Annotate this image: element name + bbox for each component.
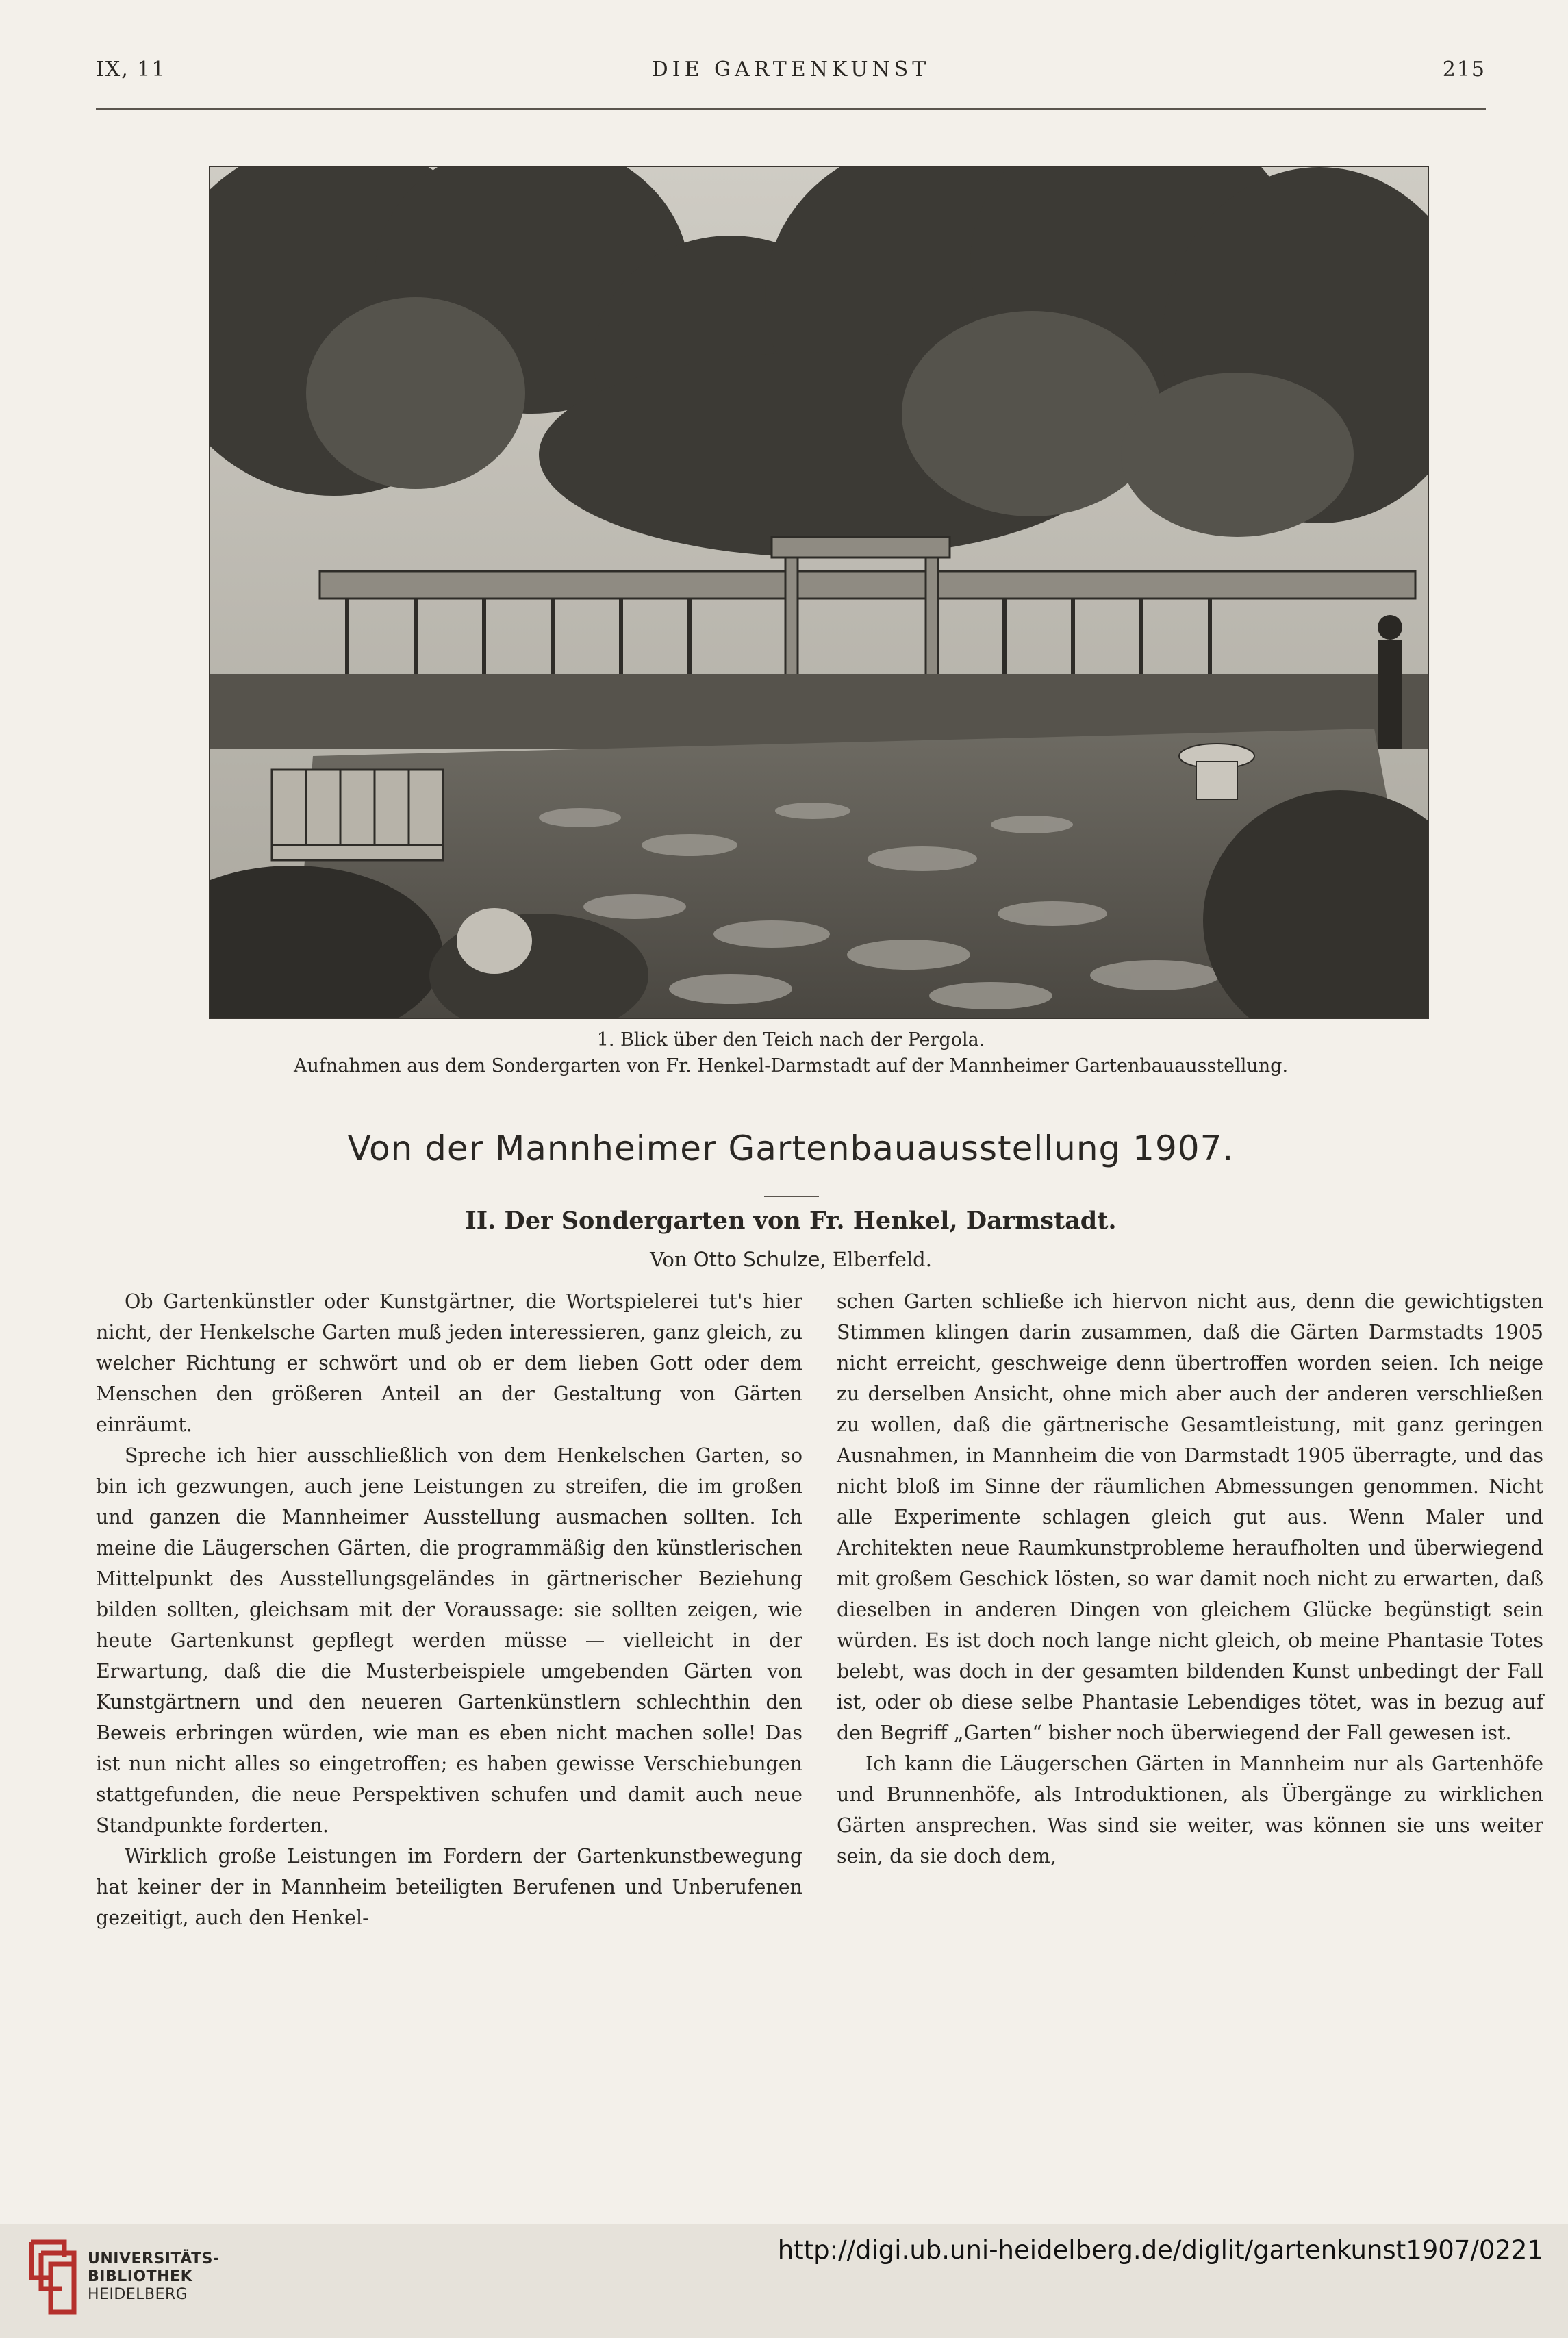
paragraph: Spreche ich hier ausschließlich von dem Henkelschen Garten, so bin ich gezwungen, auch jene Leistungen zu streifen, die im großen und ganzen die Mannheimer Ausstellung ausmachen sollten. Ich meine die Läugerschen Gärten, die programmäßig den künstlerischen Mittelpunkt des Ausstellungsgeländes in gärtnerischer Beziehung bilden sollten, gleichsam mit der Voraussage: sie sollten zeigen, wie heute Gartenkunst gepflegt werden müsse — vielleicht in der Erwartung, daß die die Musterbeispiele umgebenden Gärten von Kunstgärtnern und den neueren Gartenkünstlern schlechthin den Beweis erbringen würden, wie man es eben nicht machen solle! Das ist nun nicht alles so eingetroffen; es haben gewisse Verschiebungen stattgefunden, die neue Perspektiven schufen und damit auch neue Standpunkte forderten. <box>96 1444 802 1837</box>
byline-prefix: Von <box>650 1248 687 1271</box>
title-rule <box>764 1196 819 1197</box>
text-column-left <box>96 1286 802 1933</box>
volume-issue: IX, 11 <box>96 58 166 81</box>
library-name-line-1: UNIVERSITÄTS- <box>88 2250 220 2267</box>
text-column-right <box>837 1286 1543 1872</box>
library-name-line-2: BIBLIOTHEK <box>88 2268 193 2285</box>
page-number: 215 <box>1442 58 1486 81</box>
journal-title: DIE GARTENKUNST <box>651 58 931 81</box>
source-url-link[interactable]: http://digi.ub.uni-heidelberg.de/diglit/gartenkunst1907/0221 <box>777 2235 1543 2265</box>
running-head <box>96 58 1486 92</box>
article-subtitle: II. Der Sondergarten von Fr. Henkel, Darmstadt. <box>465 1207 1117 1235</box>
header-rule <box>96 108 1486 110</box>
library-name <box>88 2250 220 2304</box>
paragraph: Ich kann die Läugerschen Gärten in Mannheim nur als Gartenhöfe und Brunnenhöfe, als Introduktionen, als Übergänge zu wirklichen Gärten ansprechen. Was sind sie weiter, was können sie uns weiter sein, da sie doch dem, <box>837 1752 1543 1868</box>
article-title: Von der Mannheimer Gartenbauausstellung 1907. <box>347 1129 1235 1168</box>
byline <box>96 1248 1486 1271</box>
library-name-line-3: HEIDELBERG <box>88 2286 188 2303</box>
photo-illustration <box>210 167 1428 1018</box>
figure-caption <box>96 1027 1486 1079</box>
byline-author: Otto Schulze <box>693 1248 820 1271</box>
paragraph: Wirklich große Leistungen im Fordern der Gartenkunstbewegung hat keiner der in Mannheim beteiligten Berufenen und Unberufenen gezeitigt, auch den Henkel- <box>96 1845 802 1929</box>
byline-place: , Elberfeld. <box>820 1248 932 1271</box>
caption-line-2: Aufnahmen aus dem Sondergarten von Fr. Henkel-Darmstadt auf der Mannheimer Gartenbauausstellung. <box>293 1055 1289 1077</box>
paragraph: schen Garten schließe ich hiervon nicht aus, denn die gewichtigsten Stimmen klingen darin zusammen, daß die Gärten Darmstadts 1905 nicht erreicht, geschweige denn übertroffen worden seien. Ich neige zu derselben Ansicht, ohne mich aber auch der anderen verschließen zu wollen, daß die gärtnerische Gesamtleistung, mit ganz geringen Ausnahmen, in Mannheim die von Darmstadt 1905 überragte, und das nicht bloß im Sinne der räumlichen Abmessungen genommen. Nicht alle Experimente schlagen gleich gut aus. Wenn Maler und Architekten neue Raumkunstprobleme heraufholten und überwiegend mit großem Geschick lösten, so war damit noch nicht zu erwarten, daß dieselben in anderen Dingen von gleichem Glücke begünstigt sein würden. Es ist doch noch lange nicht gleich, ob meine Phantasie Totes belebt, was doch in der gesamten bildenden Kunst unbedingt der Fall ist, oder ob diese selbe Phantasie Lebendiges tötet, was in bezug auf den Begriff „Garten“ bisher noch überwiegend der Fall gewesen ist. <box>837 1290 1543 1744</box>
library-logo-icon <box>25 2237 79 2317</box>
caption-line-1: 1. Blick über den Teich nach der Pergola. <box>596 1029 985 1051</box>
paragraph: Ob Gartenkünstler oder Kunstgärtner, die Wortspielerei tut's hier nicht, der Henkelsche Garten muß jeden interessieren, ganz gleich, zu welcher Richtung er schwört und ob er dem lieben Gott oder dem Menschen den größeren Anteil an der Gestaltung von Gärten einräumt. <box>96 1290 802 1436</box>
garden-photograph <box>209 166 1429 1019</box>
